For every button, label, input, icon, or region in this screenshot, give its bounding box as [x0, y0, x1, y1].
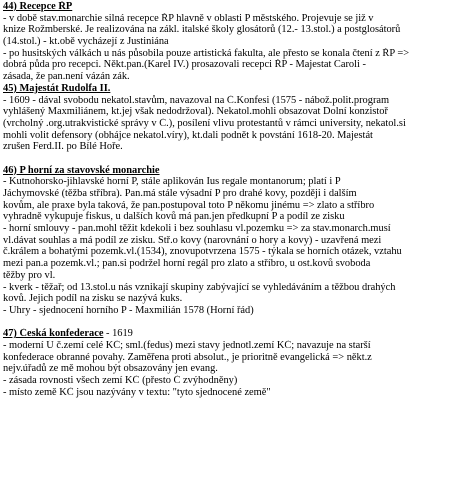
text-line: kovů. Jejich podíl na zisku se nazývá kuks.: [3, 293, 183, 305]
blank-line: [3, 317, 463, 329]
text-line: - horní smlouvy - pan.mohl těžit kdekoli i bez souhlasu vl.pozemku => za stav.monarch.musí: [3, 223, 391, 235]
text-line: - 1609 - dával svobodu nekatol.stavům, navazoval na Č.Konfesi (1575 - nábož.polit.program: [3, 94, 390, 106]
section-heading: 47) Česká konfederace: [3, 328, 104, 340]
text-line: nejv.úřadů ze mě mohou být obsazovány jen evang.: [3, 363, 218, 375]
text-line: kovům, ale praxe byla taková, že pan.postupoval toto P někomu jinému => zlato a stříbro: [3, 199, 375, 211]
section-heading: 44) Recepce ŘP: [3, 1, 73, 12]
text-line: zásada, že pan.není vázán zák.: [3, 71, 130, 83]
text-line: - moderní Ú č.zemí celé KČ; sml.(fedus) mezi stavy jednotl.zemí KČ; navazuje na starší: [3, 339, 371, 351]
section-heading: 45) Majestát Rudolfa II.: [3, 82, 111, 94]
text-line: - kverk - těžař; od 13.stol.u nás vznikají skupiny zabývající se vyhledáváním a těžbou drahých: [3, 281, 396, 293]
text-line: vyhlášený Maxmiliánem, kt.jej však nedodržoval). Nekatol.mohli obsazovat Dolní konzistoř: [3, 106, 388, 118]
text-line: dobrá půda pro recepci. Někt.pan.(Karel IV.) prosazovali recepci ŘP - Majestat Caroli -: [3, 59, 366, 71]
text-line: - po husitských válkách u nás působila pouze artistická fakulta, ale přesto se konala čtení z ŘP =>: [3, 47, 410, 59]
text-line: vl.dávat souhlas a má podíl ze zisku. Stř.o kovy (narovnání o hory a kovy) - uzavřená mezi: [3, 234, 382, 246]
text-line: - místo země KČ jsou nazývány v textu: "tyto sjednocené země": [3, 386, 271, 398]
section-45: [3, 83, 463, 153]
section-46: [3, 165, 463, 317]
text-line: - zásada rovnosti všech zemí KČ (přesto Č zvýhodněny): [3, 375, 238, 386]
section-47: [3, 328, 463, 398]
text-line: konfederace obranné povahy. Zaměřena proti absolut., je prioritně evangelická => někt.z: [3, 351, 372, 363]
text-line: vyhradně vykupuje fiskus, u dalších kovů má pan.jen předkupní P a podíl ze zisku: [3, 211, 345, 223]
text-line: - v době stav.monarchie silná recepce ŘP hlavně v oblasti P městského. Projevuje se již v: [3, 12, 374, 24]
text-line: (vrcholný .org.utrakvistické správy v Č.), posílení vlivu protestantů v rámci university, nekatol.si: [3, 117, 406, 129]
text-line: - Kutnohorsko-jihlavské horní P, stále aplikován Ius regale montanorum; platí i P: [3, 176, 341, 188]
text-line: mohli volit defensory (obhájce nekatol.víry), kt.dali podnět k povstání 1618-20. Majestát: [3, 129, 373, 141]
section-heading: 46) P horní za stavovské monarchie: [3, 164, 160, 176]
text-line: těžby pro vl.: [3, 269, 56, 281]
blank-line: [3, 153, 463, 165]
text-line: - Úhry - sjednocení horního P - Maxmilián 1578 (Horní řád): [3, 304, 254, 316]
text-line: (14.stol.) - kt.obě vycházejí z Justiniána: [3, 36, 169, 48]
text-line: Jáchymovské (těžba stříbra). Pan.má stále výsadní P pro drahé kovy, později i dalším: [3, 188, 357, 199]
text-line: knize Rožmberské. Je realizována na zákl. italské školy glosátorů (12.- 13.stol.) a postglosátorů: [3, 24, 401, 36]
text-line: č.králem a bohatými pozemk.vl.(1534), znovupotvrzena 1575 - týkala se horních otázek, vztahu: [3, 246, 402, 258]
text-line: mezi pan.a pozemk.vl.; pan.si podržel horní regál pro zlato a stříbro, u ost.kovů svoboda: [3, 258, 371, 270]
section-44: [3, 1, 463, 83]
text-line: zrušen Ferd.II. po Bílé Hoře.: [3, 141, 123, 153]
section-heading-suffix: - 1619: [103, 328, 133, 340]
